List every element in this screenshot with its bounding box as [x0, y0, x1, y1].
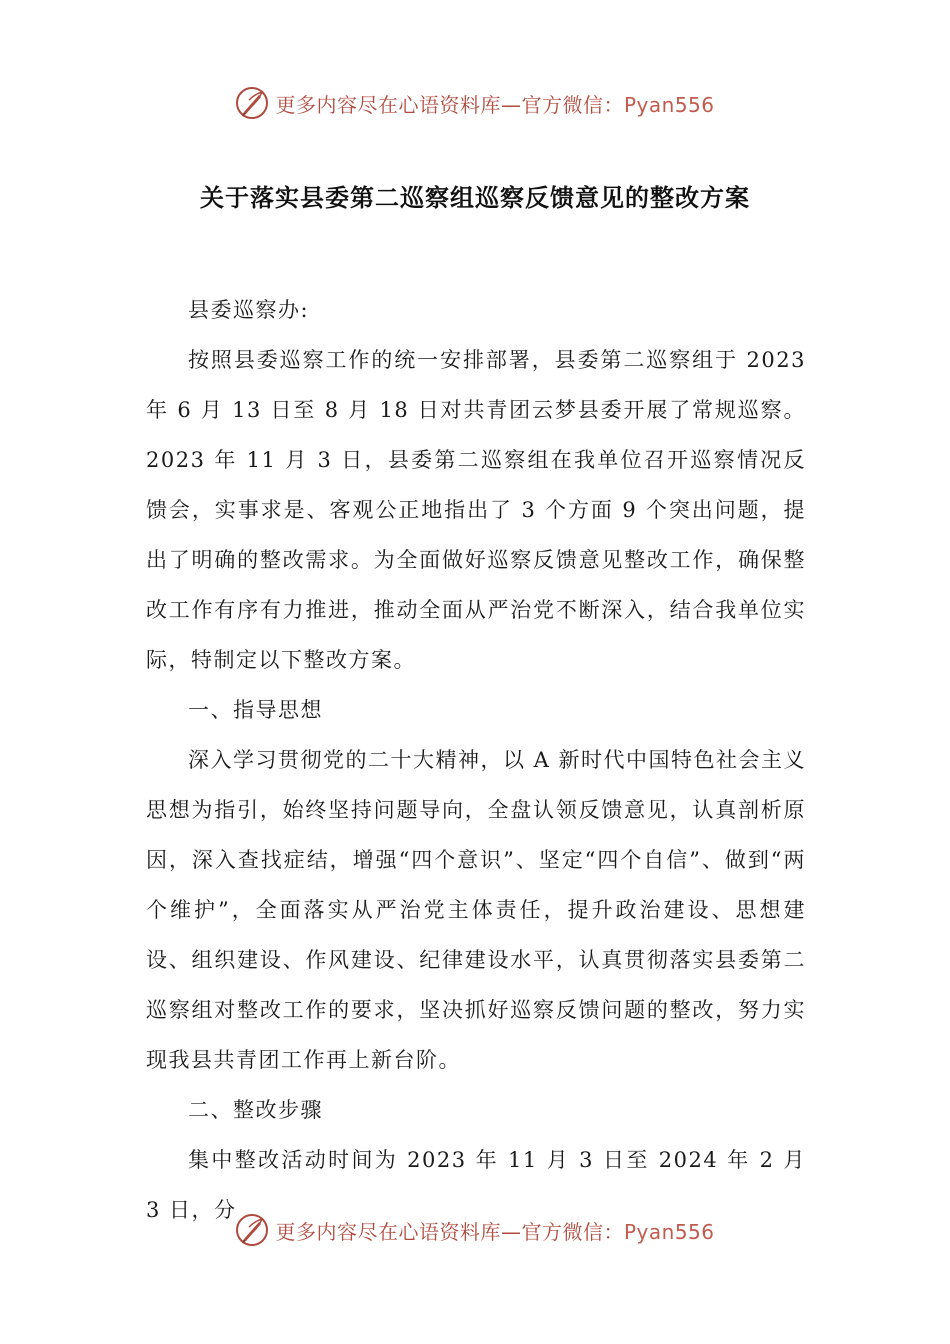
footer-watermark	[0, 1210, 950, 1250]
watermark-text: 更多内容尽在心语资料库—官方微信：Pyan556	[275, 92, 715, 117]
header-watermark	[0, 83, 950, 123]
section-heading-guiding-ideology: 一、指导思想	[188, 698, 323, 722]
salutation: 县委巡察办:	[188, 298, 310, 322]
quill-pen-logo-icon	[235, 1213, 269, 1247]
document-title: 关于落实县委第二巡察组巡察反馈意见的整改方案	[200, 183, 750, 212]
watermark-text: 更多内容尽在心语资料库—官方微信：Pyan556	[275, 1219, 715, 1244]
watermark-wechat-id: Pyan556	[623, 1219, 715, 1244]
paragraph-rectification-steps: 集中整改活动时间为 2023 年 11 月 3 日至 2024 年 2 月 3 日，分	[146, 1148, 806, 1222]
document-body	[146, 285, 806, 1235]
section-heading-rectification-steps: 二、整改步骤	[188, 1098, 323, 1122]
watermark-wechat-id: Pyan556	[623, 92, 715, 117]
paragraph-guiding-ideology: 深入学习贯彻党的二十大精神，以 A 新时代中国特色社会主义思想为指引，始终坚持问题导向，全盘认领反馈意见，认真剖析原因，深入查找症结，增强“四个意识”、坚定“四个自信”、做到“两个维护”，全面落实从严治党主体责任，提升政治建设、思想建设、组织建设、作风建设、纪律建设水平，认真贯彻落实县委第二巡察组对整改工作的要求，坚决抓好巡察反馈问题的整改，努力实现我县共青团工作再上新台阶。	[146, 748, 807, 1072]
quill-pen-logo-icon	[235, 86, 269, 120]
paragraph-intro: 按照县委巡察工作的统一安排部署，县委第二巡察组于 2023 年 6 月 13 日至 8 月 18 日对共青团云梦县委开展了常规巡察。2023 年 11 月 3 日，县委第二巡察组在我单位召开巡察情况反馈会，实事求是、客观公正地指出了 3 个方面 9 个突出问题，提出了明确的整改需求。为全面做好巡察反馈意见整改工作，确保整改工作有序有力推进，推动全面从严治党不断深入，结合我单位实际，特制定以下整改方案。	[146, 348, 806, 672]
